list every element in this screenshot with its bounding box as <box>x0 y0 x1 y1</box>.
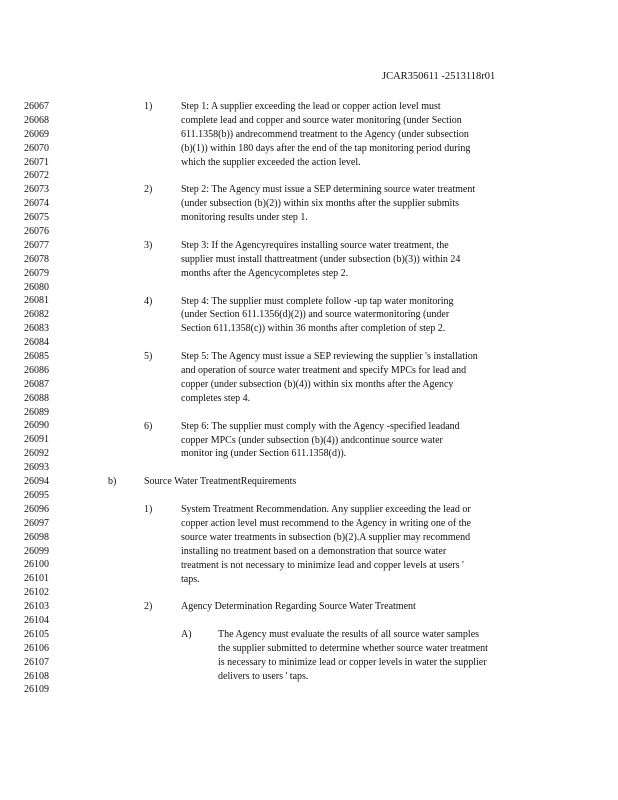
line-number: 26094 <box>24 476 49 488</box>
text-line: months after the Agencycompletes step 2. <box>181 267 349 279</box>
line-number: 26100 <box>24 559 49 571</box>
line-number: 26106 <box>24 642 49 654</box>
line-number: 26097 <box>24 517 49 529</box>
text-line: copper action level must recommend to the Agency in writing one of the <box>181 517 471 529</box>
text-line: System Treatment Recommendation. Any supplier exceeding the lead or <box>181 504 471 516</box>
item-text <box>181 503 471 586</box>
section-title: Source Water TreatmentRequirements <box>144 476 297 488</box>
section-marker: b) <box>108 476 117 488</box>
text-line: completes step 4. <box>181 392 251 404</box>
item-marker: 4) <box>144 295 153 307</box>
text-line: is necessary to minimize lead or copper levels in water the supplier <box>218 656 487 668</box>
line-numbers <box>24 100 64 697</box>
line-number: 26098 <box>24 531 49 543</box>
line-number: 26089 <box>24 406 49 418</box>
text-line: Agency Determination Regarding Source Water Treatment <box>181 601 416 613</box>
text-line: source water treatments in subsection (b)(2).A supplier may recommend <box>181 531 471 543</box>
line-number: 26076 <box>24 226 49 238</box>
line-number: 26069 <box>24 128 49 140</box>
text-line: (under subsection (b)(2)) within six months after the supplier submits <box>181 198 460 210</box>
line-number: 26074 <box>24 198 49 210</box>
text-line: complete lead and copper and source water monitoring (under Section <box>181 114 462 126</box>
line-number: 26102 <box>24 587 49 599</box>
line-number: 26090 <box>24 420 49 432</box>
sub-item-marker: A) <box>181 629 192 641</box>
item-text <box>181 183 475 225</box>
line-number: 26087 <box>24 378 49 390</box>
line-number: 26103 <box>24 601 49 613</box>
text-line: Step 3: If the Agencyrequires installing source water treatment, the <box>181 240 449 251</box>
text-line: Step 1: A supplier exceeding the lead or copper action level must <box>181 101 441 112</box>
line-number: 26101 <box>24 573 49 585</box>
item-marker: 2) <box>144 184 153 196</box>
line-number: 26105 <box>24 628 49 640</box>
line-number: 26083 <box>24 323 49 335</box>
text-line: delivers to users ' taps. <box>218 670 309 682</box>
text-line: Step 2: The Agency must issue a SEP determining source water treatment <box>181 184 476 196</box>
text-line: the supplier submitted to determine whether source water treatment <box>218 643 488 655</box>
line-number: 26071 <box>24 156 49 168</box>
line-number: 26086 <box>24 364 49 376</box>
line-number: 26075 <box>24 212 49 224</box>
text-line: Section 611.1358(c)) within 36 months after completion of step 2. <box>181 323 446 335</box>
line-number: 26099 <box>24 545 49 557</box>
line-number: 26072 <box>24 170 49 182</box>
item-text <box>181 420 460 462</box>
line-number: 26077 <box>24 239 49 251</box>
text-line: which the supplier exceeded the action level. <box>181 156 361 168</box>
line-number: 26082 <box>24 309 49 321</box>
text-line: Step 5: The Agency must issue a SEP reviewing the supplier 's installation <box>181 351 478 363</box>
line-number: 26085 <box>24 351 49 363</box>
line-number: 26091 <box>24 434 49 446</box>
line-number: 26067 <box>24 101 49 112</box>
line-number: 26081 <box>24 295 49 307</box>
line-number: 26096 <box>24 503 49 515</box>
line-number: 26068 <box>24 114 49 126</box>
line-number: 26108 <box>24 670 49 682</box>
item-text <box>181 295 454 337</box>
line-number: 26104 <box>24 614 49 626</box>
line-number: 26093 <box>24 462 49 474</box>
text-line: installing no treatment based on a demonstration that source water <box>181 545 447 557</box>
text-line: copper MPCs (under subsection (b)(4)) andcontinue source water <box>181 434 443 446</box>
text-line: supplier must install thattreatment (under subsection (b)(3)) within 24 <box>181 253 461 265</box>
line-number: 26079 <box>24 267 49 279</box>
line-number: 26073 <box>24 184 49 196</box>
text-line: monitor ing (under Section 611.1358(d)). <box>181 448 347 460</box>
text-line: taps. <box>181 573 200 585</box>
line-number: 26080 <box>24 281 49 293</box>
line-number: 26070 <box>24 142 49 154</box>
line-number: 26088 <box>24 392 49 404</box>
text-line: Step 4: The supplier must complete follow -up tap water monitoring <box>181 295 454 307</box>
item-text <box>181 350 478 406</box>
line-number: 26084 <box>24 337 49 349</box>
sub-item-text <box>218 628 488 684</box>
item-marker: 5) <box>144 351 153 363</box>
line-number: 26109 <box>24 684 49 696</box>
document-header: JCAR350611 -2513118r01 <box>382 71 496 82</box>
item-marker: 6) <box>144 420 153 432</box>
text-line: (under Section 611.1356(d)(2)) and source watermonitoring (under <box>181 309 450 321</box>
text-line: treatment is not necessary to minimize lead and copper levels at users ' <box>181 559 464 571</box>
text-line: Step 6: The supplier must comply with the Agency -specified leadand <box>181 420 460 432</box>
text-line: and operation of source water treatment and specify MPCs for lead and <box>181 365 467 377</box>
text-line: The Agency must evaluate the results of all source water samples <box>218 629 480 641</box>
text-line: (b)(1)) within 180 days after the end of the tap monitoring period during <box>181 142 471 154</box>
line-number: 26078 <box>24 253 49 265</box>
item-marker: 1) <box>144 101 153 112</box>
item-text <box>181 600 416 614</box>
item-text <box>181 100 470 169</box>
line-number: 26095 <box>24 489 49 501</box>
text-line: copper (under subsection (b)(4)) within six months after the Agency <box>181 378 454 390</box>
item-text <box>181 239 460 281</box>
text-line: monitoring results under step 1. <box>181 212 308 224</box>
text-line: 611.1358(b)) andrecommend treatment to the Agency (under subsection <box>181 128 469 140</box>
item-marker: 2) <box>144 601 153 613</box>
item-marker: 1) <box>144 504 153 516</box>
line-number: 26107 <box>24 656 49 668</box>
line-number: 26092 <box>24 448 49 460</box>
item-marker: 3) <box>144 240 153 251</box>
